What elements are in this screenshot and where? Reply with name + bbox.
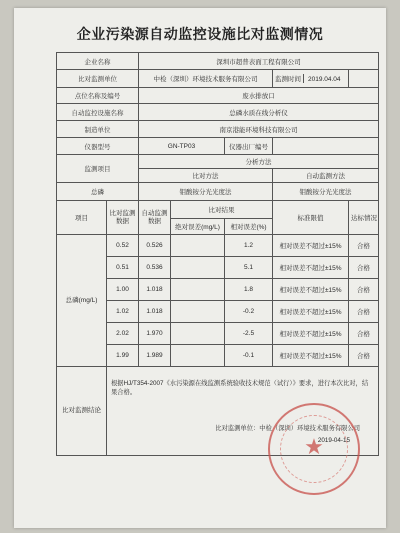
row-model [57,138,379,155]
conclusion-date: 2019-04-15 [317,437,351,444]
item-value: 总磷 [57,183,139,201]
status-cell: 合格 [349,257,379,279]
model-value: GN-TP03 [139,138,225,155]
document-page [14,8,386,528]
limit-cell: 相对误差不超过±15% [273,235,349,257]
row-unit [57,70,379,88]
limit-cell: 相对误差不超过±15% [273,279,349,301]
compare-method-label: 比对方法 [139,169,273,183]
col-item: 项目 [57,201,107,235]
row-results-header [57,201,379,219]
abs-cell [171,323,225,345]
company-label: 企业名称 [57,53,139,70]
compare-cell: 0.52 [107,235,139,257]
status-cell: 合格 [349,235,379,257]
device-label: 自动监控设施名称 [57,104,139,121]
row-company [57,53,379,70]
col-auto-data: 自动监测数据 [139,201,171,235]
abs-cell [171,301,225,323]
col-rel-error: 相对误差(%) [225,219,273,235]
abs-cell [171,257,225,279]
compare-cell: 0.51 [107,257,139,279]
status-cell: 合格 [349,345,379,367]
limit-cell: 相对误差不超过±15% [273,323,349,345]
seal-star-icon: ★ [304,435,324,460]
point-value: 废水排放口 [139,88,379,104]
limit-cell: 相对误差不超过±15% [273,345,349,367]
col-limit: 标准限值 [273,201,349,235]
rel-cell: 5.1 [225,257,273,279]
auto-cell: 1.989 [139,345,171,367]
monitoring-table [56,52,379,456]
unit-label: 比对监测单位 [57,70,139,88]
row-device [57,104,379,121]
serial-label: 仪器出厂编号 [225,138,273,155]
limit-cell: 相对误差不超过±15% [273,257,349,279]
status-cell: 合格 [349,279,379,301]
status-cell: 合格 [349,301,379,323]
compare-cell: 1.99 [107,345,139,367]
conclusion-body [107,367,378,455]
rel-cell: -0.2 [225,301,273,323]
conclusion-label: 比对监测结论 [57,367,107,456]
device-value: 总磷水质在线分析仪 [139,104,379,121]
time-label: 监测时间 [275,74,304,83]
abs-cell [171,345,225,367]
abs-cell [171,279,225,301]
auto-cell: 1.018 [139,301,171,323]
auto-cell: 0.526 [139,235,171,257]
abs-cell [171,235,225,257]
conclusion-text: 根据HJ/T354-2007《水污染源在线监测系统验收技术规范（试行）》要求，进行本次比对，结果合格。 [111,380,369,396]
col-compare-data: 比对监测数据 [107,201,139,235]
table-row [57,235,379,257]
analysis-label: 分析方法 [139,155,379,169]
model-label: 仪器型号 [57,138,139,155]
company-value: 深圳市超普表面工程有限公司 [139,53,379,70]
compare-cell: 1.02 [107,301,139,323]
row-point [57,88,379,104]
row-conclusion [57,367,379,456]
row-maker [57,121,379,138]
rel-cell: 1.8 [225,279,273,301]
rel-cell: 1.2 [225,235,273,257]
rel-cell: -0.1 [225,345,273,367]
auto-cell: 0.536 [139,257,171,279]
rel-cell: -2.5 [225,323,273,345]
limit-cell: 相对误差不超过±15% [273,301,349,323]
serial-value [273,138,379,155]
status-cell: 合格 [349,323,379,345]
conclusion-signer: 比对监测单位：中检（深圳）环境技术服务有限公司 [215,425,361,432]
col-abs-error: 绝对误差(mg/L) [171,219,225,235]
auto-method-label: 自动监测方法 [273,169,379,183]
page-title: 企业污染源自动监控设施比对监测情况 [76,27,324,43]
auto-cell: 1.018 [139,279,171,301]
item-label: 监测项目 [57,155,139,183]
point-label: 点位名称及编号 [57,88,139,104]
compare-method-value: 钼酸铵分光光度法 [139,183,273,201]
compare-cell: 1.00 [107,279,139,301]
auto-cell: 1.970 [139,323,171,345]
col-result: 比对结果 [171,201,273,219]
compare-cell: 2.02 [107,323,139,345]
maker-value: 南京港能环境科技有限公司 [139,121,379,138]
maker-label: 制造单位 [57,121,139,138]
row-item-label: 总磷(mg/L) [57,235,107,367]
row-method-header [57,155,379,169]
auto-method-value: 钼酸铵分光光度法 [273,183,379,201]
unit-value: 中检（深圳）环境技术服务有限公司 [139,70,273,88]
row-method-values [57,183,379,201]
time-value: 2019.04.04 [308,76,341,83]
col-status: 达标情况 [349,201,379,235]
